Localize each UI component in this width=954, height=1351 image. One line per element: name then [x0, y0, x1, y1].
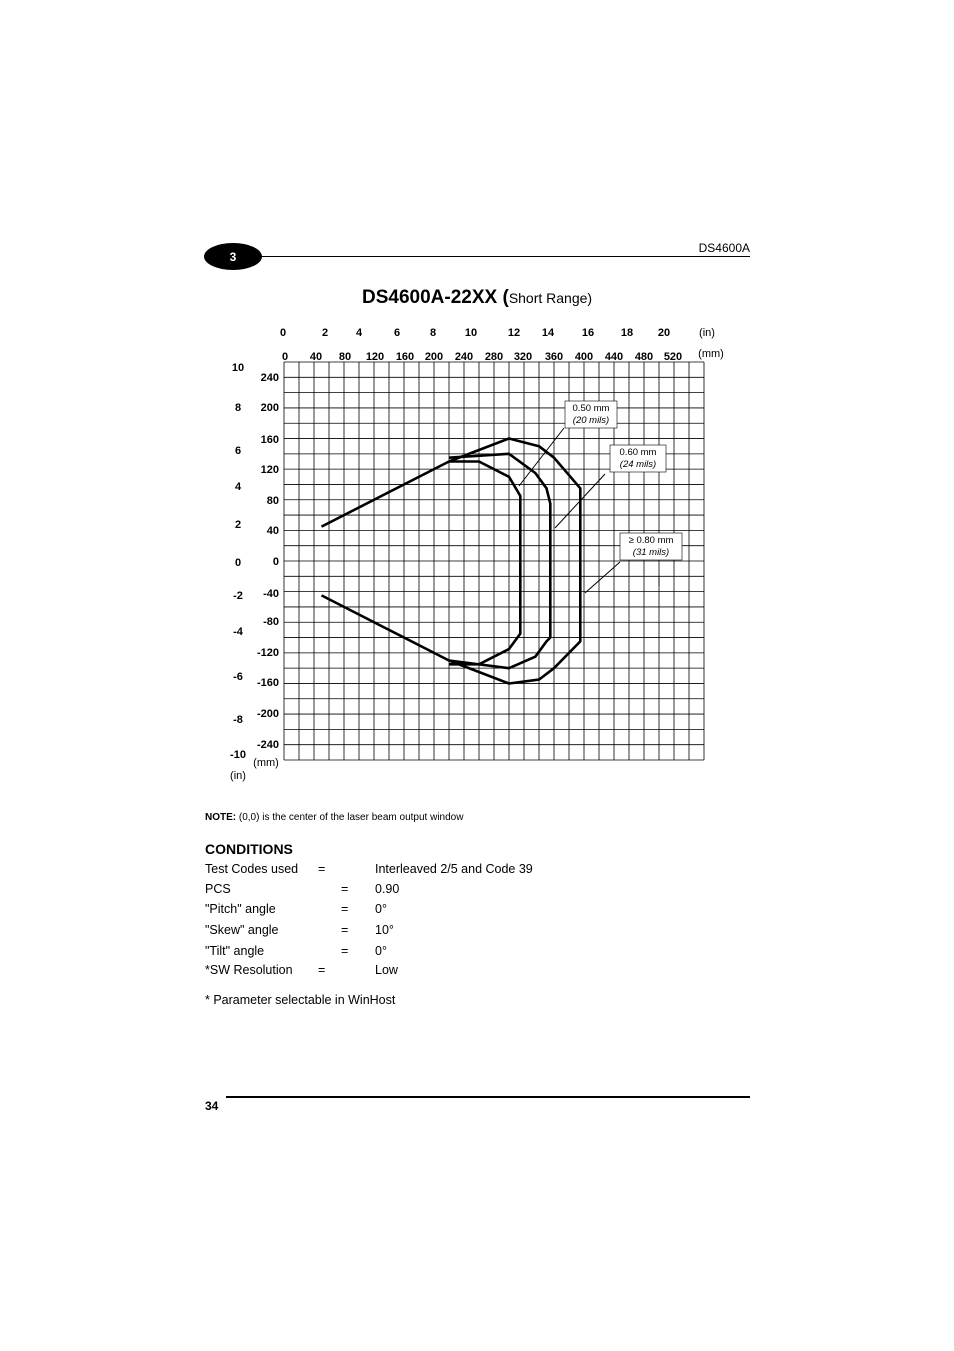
condition-label: Test Codes used	[205, 862, 299, 876]
note-text: (0,0) is the center of the laser beam output window	[236, 812, 464, 823]
series-line-1	[449, 462, 520, 665]
condition-row	[205, 923, 725, 941]
x-tick-mm: 480	[634, 351, 654, 363]
y-tick-mm: -160	[256, 677, 279, 689]
x-tick-mm: 40	[309, 351, 323, 363]
y-tick-mm: 120	[260, 464, 279, 476]
condition-value: Interleaved 2/5 and Code 39	[375, 862, 533, 876]
condition-label: "Pitch" angle	[205, 902, 276, 916]
y-tick-in: -4	[233, 626, 243, 638]
chart-title-model: DS4600A-22XX	[362, 287, 498, 308]
y-tick-mm: -240	[256, 739, 279, 751]
x-unit-mm: (mm)	[698, 348, 724, 360]
x-tick-in: 16	[581, 327, 595, 339]
condition-equals: =	[318, 862, 326, 876]
series-label-sub: (31 mils)	[632, 547, 670, 558]
condition-label: "Tilt" angle	[205, 944, 265, 958]
y-tick-in: 8	[234, 402, 242, 414]
callout-leader	[519, 428, 564, 486]
note-label: NOTE:	[205, 812, 237, 823]
condition-value: Low	[375, 963, 398, 977]
x-tick-in: 14	[541, 327, 555, 339]
x-tick-in: 8	[429, 327, 437, 339]
series-label: 0.60 mm	[619, 447, 657, 458]
y-tick-mm: -200	[256, 708, 279, 720]
x-tick-mm: 0	[281, 351, 289, 363]
y-tick-in: -8	[233, 714, 243, 726]
series-label: ≥ 0.80 mm	[628, 535, 674, 546]
footnote: * Parameter selectable in WinHost	[205, 993, 396, 1007]
condition-equals: =	[341, 902, 349, 916]
y-tick-mm: -120	[256, 647, 279, 659]
x-tick-mm: 440	[604, 351, 624, 363]
x-tick-in: 6	[393, 327, 401, 339]
condition-row	[205, 944, 725, 962]
y-tick-mm: 0	[272, 556, 279, 568]
x-unit-in: (in)	[699, 327, 715, 339]
series-label-sub: (20 mils)	[572, 415, 610, 426]
condition-row	[205, 882, 725, 900]
x-tick-in: 2	[321, 327, 329, 339]
y-tick-in: 2	[234, 519, 242, 531]
y-tick-mm: -40	[263, 588, 279, 600]
note	[205, 812, 463, 823]
y-tick-mm: 80	[266, 495, 279, 507]
condition-value: 0°	[375, 902, 387, 916]
series-label: 0.50 mm	[572, 403, 610, 414]
x-tick-mm: 400	[574, 351, 594, 363]
y-tick-mm: 240	[260, 372, 279, 384]
x-tick-in: 20	[657, 327, 671, 339]
x-tick-mm: 200	[424, 351, 444, 363]
x-tick-mm: 240	[454, 351, 474, 363]
condition-row	[205, 902, 725, 920]
condition-label: "Skew" angle	[205, 923, 279, 937]
y-tick-mm: -80	[263, 616, 279, 628]
condition-row	[205, 963, 725, 981]
y-tick-in: 10	[231, 362, 245, 374]
x-tick-in: 4	[355, 327, 363, 339]
condition-value: 10°	[375, 923, 394, 937]
y-tick-in: -6	[233, 671, 243, 683]
series-label-sub: (24 mils)	[619, 459, 657, 470]
condition-equals: =	[341, 882, 349, 896]
condition-equals: =	[341, 944, 349, 958]
y-tick-in: 6	[234, 445, 242, 457]
conditions-title: CONDITIONS	[205, 841, 293, 857]
y-tick-mm: 40	[266, 525, 279, 537]
x-tick-mm: 360	[544, 351, 564, 363]
chapter-badge: 3	[204, 243, 262, 270]
y-tick-in: -2	[233, 590, 243, 602]
condition-value: 0.90	[375, 882, 400, 896]
y-unit-in: (in)	[230, 770, 246, 782]
y-tick-in: 0	[234, 557, 242, 569]
condition-label: PCS	[205, 882, 231, 896]
x-tick-in: 18	[620, 327, 634, 339]
callout-leader	[585, 562, 620, 593]
condition-row	[205, 862, 725, 880]
x-tick-mm: 80	[338, 351, 352, 363]
x-tick-in: 0	[279, 327, 287, 339]
y-unit-mm: (mm)	[253, 757, 279, 769]
page-number: 34	[205, 1099, 219, 1113]
x-tick-in: 10	[464, 327, 478, 339]
x-tick-mm: 120	[365, 351, 385, 363]
condition-equals: =	[341, 923, 349, 937]
y-tick-in: -10	[230, 749, 246, 761]
x-tick-mm: 520	[663, 351, 683, 363]
condition-equals: =	[318, 963, 326, 977]
condition-label: *SW Resolution	[205, 963, 293, 977]
x-tick-mm: 160	[395, 351, 415, 363]
x-tick-in: 12	[507, 327, 521, 339]
y-tick-mm: 160	[260, 434, 279, 446]
chart-title-paren: (	[502, 287, 509, 308]
x-tick-mm: 320	[513, 351, 533, 363]
y-tick-mm: 200	[260, 402, 279, 414]
x-tick-mm: 280	[484, 351, 504, 363]
chart-title-range: Short Range)	[508, 290, 593, 306]
footer-rule	[226, 1096, 750, 1098]
doc-title: DS4600A	[698, 241, 750, 255]
y-tick-in: 4	[234, 481, 242, 493]
condition-value: 0°	[375, 944, 387, 958]
